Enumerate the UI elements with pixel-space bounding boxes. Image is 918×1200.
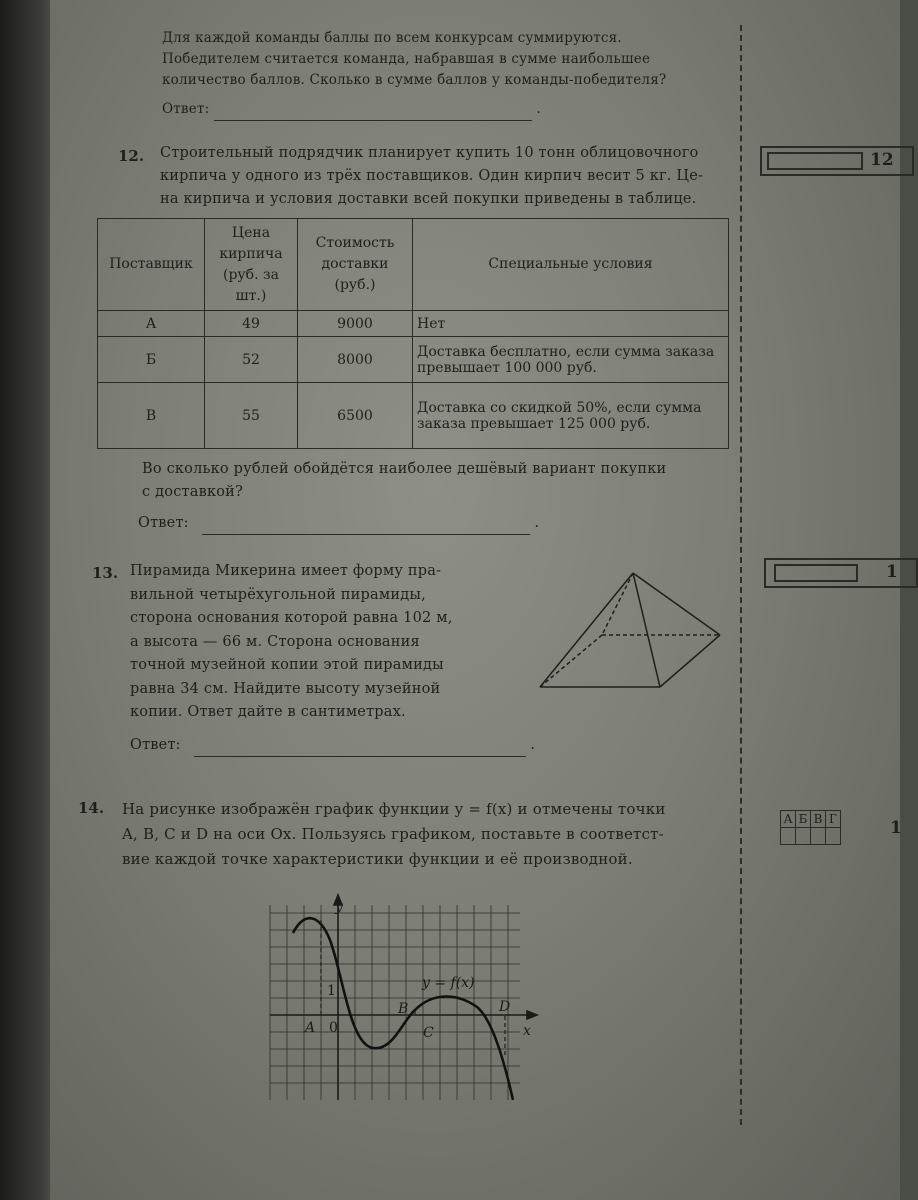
task12-line-1: Строительный подрядчик планирует купить 10 тонн облицовочного bbox=[160, 145, 699, 161]
point-b-label: B bbox=[398, 1001, 409, 1017]
task13-line-6: равна 34 см. Найдите высоту музейной bbox=[130, 680, 441, 697]
answer-field[interactable] bbox=[202, 516, 530, 535]
task12-question bbox=[142, 458, 666, 504]
cell-delivery: 6500 bbox=[298, 383, 413, 449]
grid-header: В bbox=[811, 811, 826, 828]
task14-line-3: вие каждой точке характеристики функции и её производной. bbox=[122, 850, 633, 868]
margin-answer-box-13 bbox=[764, 558, 918, 588]
origin-label: 0 bbox=[329, 1020, 338, 1036]
cell-supplier: А bbox=[98, 311, 205, 337]
grid-header: Б bbox=[796, 811, 811, 828]
task14-line-2: A, B, C и D на оси Ox. Пользуясь графиком, поставьте в соответст- bbox=[122, 825, 664, 843]
x-axis-label: x bbox=[523, 1023, 531, 1039]
margin-answer-cell[interactable] bbox=[774, 564, 858, 582]
task14-line-1: На рисунке изображён график функции y = f(x) и отмечены точки bbox=[122, 800, 666, 818]
task13-text bbox=[130, 560, 453, 725]
answer-grid-abvg bbox=[780, 810, 841, 845]
cell-conditions: Нет bbox=[413, 311, 729, 337]
answer-field[interactable] bbox=[194, 738, 526, 757]
table-row bbox=[98, 337, 729, 383]
function-graph bbox=[265, 895, 545, 1110]
graph-axes bbox=[270, 895, 537, 1100]
header-conditions: Специальные условия bbox=[413, 219, 729, 311]
task11-text bbox=[162, 28, 666, 91]
task13-number: 13. bbox=[92, 564, 119, 582]
grid-cell[interactable] bbox=[796, 828, 811, 845]
pyramid-figure bbox=[530, 565, 730, 695]
y-axis-label: y bbox=[335, 899, 343, 915]
task11-line-2: Победителем считается команда, набравшая в сумме наибольшее bbox=[162, 51, 651, 67]
header-supplier: Поставщик bbox=[98, 219, 205, 311]
task14-text bbox=[122, 797, 666, 872]
answer-label: Ответ: bbox=[130, 737, 181, 753]
cell-delivery: 9000 bbox=[298, 311, 413, 337]
grid-cell[interactable] bbox=[781, 828, 796, 845]
grid-cell[interactable] bbox=[811, 828, 826, 845]
unit-label: 1 bbox=[327, 983, 336, 999]
margin-task-number: 12 bbox=[870, 150, 894, 170]
task11-line-1: Для каждой команды баллы по всем конкурсам суммируются. bbox=[162, 30, 622, 46]
cell-price: 55 bbox=[205, 383, 298, 449]
dashed-cut-line bbox=[740, 25, 742, 1125]
header-price: Цена кирпича (руб. за шт.) bbox=[205, 219, 298, 311]
cell-price: 49 bbox=[205, 311, 298, 337]
table-row bbox=[98, 383, 729, 449]
task12-question-line-2: с доставкой? bbox=[142, 484, 243, 500]
task12-line-2: кирпича у одного из трёх поставщиков. Один кирпич весит 5 кг. Це- bbox=[160, 168, 704, 184]
table-row bbox=[98, 311, 729, 337]
task13-line-5: точной музейной копии этой пирамиды bbox=[130, 657, 444, 673]
task12-question-line-1: Во сколько рублей обойдётся наиболее дешёвый вариант покупки bbox=[142, 461, 667, 477]
task13-answer: Ответ: . bbox=[130, 734, 535, 757]
answer-label: Ответ: bbox=[162, 101, 210, 117]
function-label: y = f(x) bbox=[422, 975, 475, 991]
margin-answer-cell[interactable] bbox=[767, 152, 863, 170]
grid-cell[interactable] bbox=[826, 828, 841, 845]
margin-task-number: 1 bbox=[890, 818, 902, 838]
cell-conditions: Доставка со скидкой 50%, если сумма заказа превышает 125 000 руб. bbox=[413, 383, 729, 449]
header-delivery: Стоимость доставки (руб.) bbox=[298, 219, 413, 311]
task11-line-3: количество баллов. Сколько в сумме баллов у команды-победителя? bbox=[162, 72, 667, 88]
task12-number: 12. bbox=[118, 147, 145, 165]
task12-line-3: на кирпича и условия доставки всей покупки приведены в таблице. bbox=[160, 191, 697, 207]
task13-line-7: копии. Ответ дайте в сантиметрах. bbox=[130, 704, 406, 720]
point-d-label: D bbox=[499, 999, 511, 1015]
cell-conditions: Доставка бесплатно, если сумма заказа превышает 100 000 руб. bbox=[413, 337, 729, 383]
grid-header: А bbox=[781, 811, 796, 828]
task12-text bbox=[160, 142, 703, 211]
answer-field[interactable] bbox=[214, 102, 532, 121]
cell-price: 52 bbox=[205, 337, 298, 383]
graph-grid bbox=[270, 905, 520, 1100]
cell-supplier: Б bbox=[98, 337, 205, 383]
cell-supplier: В bbox=[98, 383, 205, 449]
margin-task-number: 1 bbox=[886, 562, 898, 582]
cell-delivery: 8000 bbox=[298, 337, 413, 383]
task13-line-1: Пирамида Микерина имеет форму пра- bbox=[130, 563, 442, 579]
table-header-row bbox=[98, 219, 729, 311]
task11-answer: Ответ: . bbox=[162, 98, 541, 121]
task13-line-3: сторона основания которой равна 102 м, bbox=[130, 610, 453, 626]
answer-label: Ответ: bbox=[138, 515, 189, 531]
margin-answer-box-12 bbox=[760, 146, 914, 176]
projection-lines bbox=[321, 920, 505, 1055]
task13-line-4: а высота — 66 м. Сторона основания bbox=[130, 633, 420, 650]
point-c-label: C bbox=[423, 1025, 434, 1041]
supplier-table bbox=[97, 218, 729, 449]
task14-number: 14. bbox=[78, 799, 105, 817]
point-a-label: A bbox=[305, 1020, 316, 1036]
grid-header: Г bbox=[826, 811, 841, 828]
task12-answer: Ответ: . bbox=[138, 512, 539, 535]
task13-line-2: вильной четырёхугольной пирамиды, bbox=[130, 586, 426, 603]
